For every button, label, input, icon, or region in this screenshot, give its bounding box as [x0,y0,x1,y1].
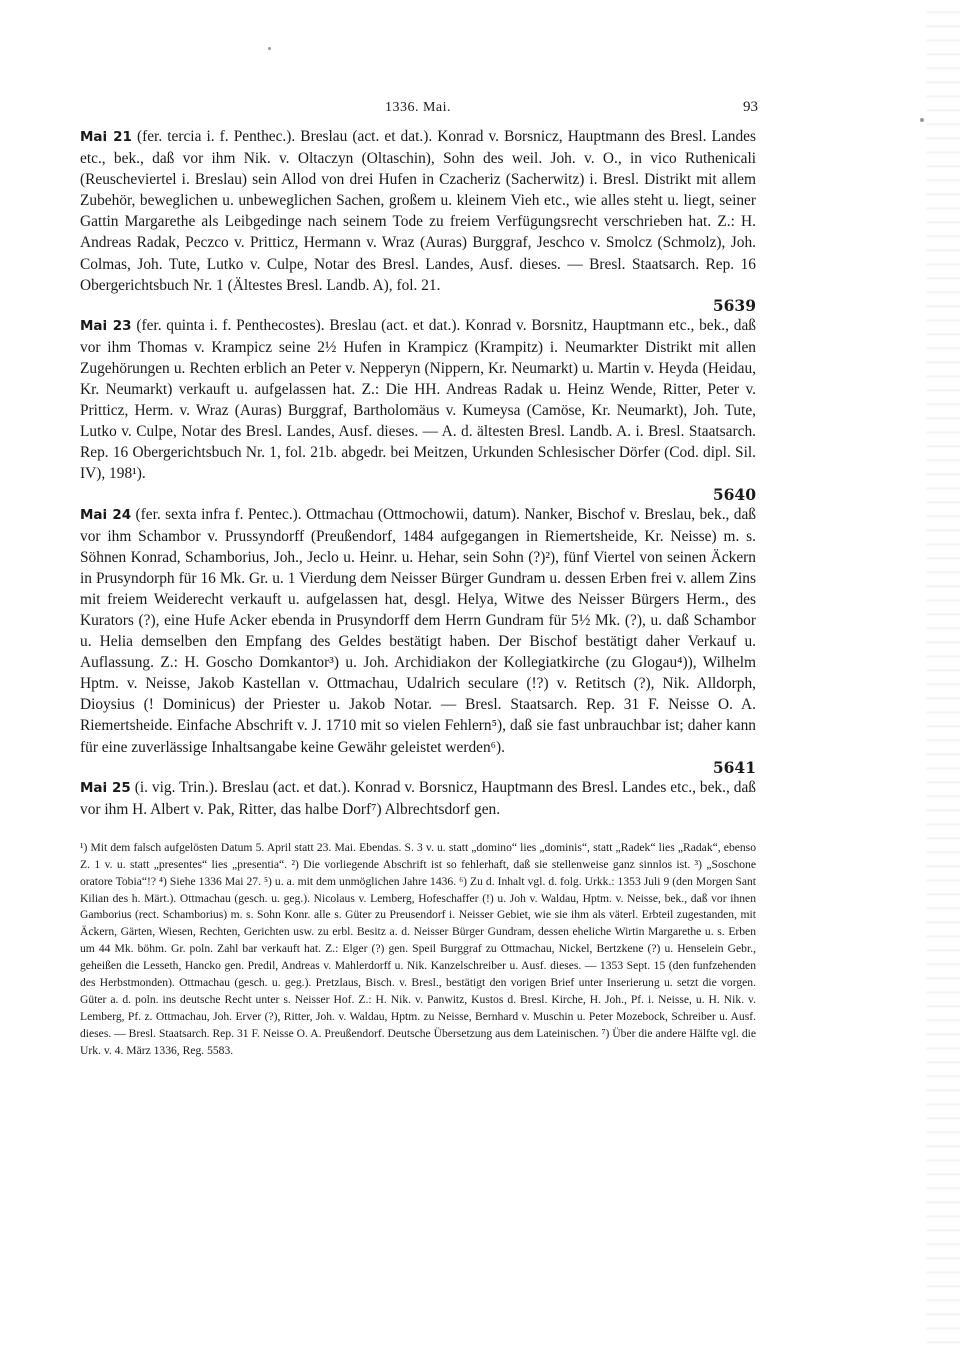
entry-number: 5639 [712,295,756,315]
entry-date: Mai 24 [80,506,132,523]
regest-entries [80,126,756,820]
entry-paragraph [80,126,756,296]
entry-text: (fer. sexta infra f. Pentec.). Ottmachau (Ottmochowii, datum). Nanker, Bischof v. Breslau, bek., daß vor ihm Schambor v. Prussyndorff (Preußendorf, 1484 aufgegangen in Riemertsheide, Kr. Neisse) m. s. Söhnen Konrad, Schamborius, Joh., Jeclo u. Heinr. u. Hehar, sein Sohn (?)²), fünf Viertel von seinen Äckern in Prusyndorph für 16 Mk. Gr. u. 1 Vierdung dem Neisser Bürger Gundram u. dessen Erben frei v. allem Zins mit freiem Weiderecht verkauft u. aufgelassen hat, desgl. Helya, Witwe des Neisser Bürgers Herm., des Kurators (?), eine Hufe Acker ebenda in Prusyndorff dem Herrn Gundram für 5½ Mk. (?), u. daß Schambor u. Helia demselben den Empfang des Geldes bestätigt haben. Der Bischof bestätigt daher Verkauf u. Auflassung. Z.: H. Goscho Domkantor³) u. Joh. Archidiakon der Kollegiatkirche (zu Glogau⁴)), Wilhelm Hptm. v. Neisse, Jakob Kastellan v. Ottmachau, Udalrich seculare (!?) v. Retitsch (?), Nik. Alldorph, Dioysius (! Dominicus) der Priester u. Jakob Notar. — Bresl. Staatsarch. Rep. 31 F. Neisse O. A. Riemertsheide. Einfache Abschrift v. J. 1710 mit so vielen Fehlern⁵), daß sie fast unbrauchbar ist; daher kann für eine zuverlässige Inhaltsangabe keine Gewähr geleistet werden⁶). [80,505,756,756]
regest-entry [80,315,756,504]
entry-paragraph [80,315,756,485]
entry-text: (fer. quinta i. f. Penthecostes). Breslau (act. et dat.). Konrad v. Borsnitz, Hauptmann etc., bek., daß vor ihm Thomas v. Krampicz seine 2½ Hufen in Krampicz (Krampitz) i. Neumarkter Distrikt mit allen Zugehörungen u. Rechten erblich an Peter v. Nepperyn (Nippern, Kr. Neumarkt) u. Martin v. Heyda (Heidau, Kr. Neumarkt) verkauft u. aufgelassen hat. Z.: Die HH. Andreas Radak u. Heinz Wende, Ritter, Peter v. Pritticz, Herm. v. Wraz (Auras) Burggraf, Bartholomäus v. Kumeysa (Camöse, Kr. Neumarkt), Joh. Tute, Lutko v. Culpe, Notar des Bresl. Landes, Ausf. dieses. — A. d. ältesten Bresl. Landb. A. i. Bresl. Staatsarch. Rep. 16 Obergerichtsbuch Nr. 1, fol. 21b. abgedr. bei Meitzen, Urkunden Schlesischer Dörfer (Cod. dipl. Sil. IV), 198¹). [80,316,756,483]
footnotes [80,840,756,1060]
regest-entry [80,126,756,315]
regest-entry [80,777,756,820]
entry-paragraph [80,504,756,758]
scan-speck [920,118,924,122]
running-head-title: 1336. Mai. [384,100,452,115]
document-page [80,100,756,1060]
footnote-text: ¹) Mit dem falsch aufgelösten Datum 5. April statt 23. Mai. Ebendas. S. 3 v. u. statt „domino“ lies „dominis“, statt „Radek“ lies „Radak“, ebenso Z. 1 v. u. statt „presentes“ lies „presentia“. ²) Die vorliegende Abschrift ist so fehlerhaft, daß sie stellenweise ganz sinnlos ist. ³) „Soschone oratore Tobia“!? ⁴) Siehe 1336 Mai 27. ⁵) u. a. mit dem unmöglichen Jahre 1436. ⁶) Zu d. Inhalt vgl. d. folg. Urkk.: 1353 Juli 9 (den Morgen Sant Kilian des h. Märt.). Ottmachau (gesch. u. geg.). Nicolaus v. Lemberg, Hofeschaffer (!) u. Joh v. Waldau, Hptm. v. Neisse, bek., daß vor ihnen Gamborius (rect. Schamborius) m. s. Sohn Konr. alle s. Güter zu Preusendorf i. Neisser Gebiet, wie sie ihm als väterl. Erbteil zugestanden, mit Äckern, Gärten, Wiesen, Rechten, Gerichten usw. zu erbl. Besitz a. d. Neisser Bürger Gundram, dessen eheliche Wirtin Margarethe u. s. Erben um 44 Mk. böhm. Gr. poln. Zahl bar verkauft hat. Z.: Elger (?) gen. Speil Burggraf zu Ottmachau, Nickel, Bertzkene (?) u. Henselein Gebr., geheißen die Lesseth, Hancko gen. Predil, Andreas v. Mahlerdorff u. Nik. Kanzelschreiber u. Ausf. dieses. — 1353 Sept. 15 (den funfzehenden des Herbstmonden). Ottmachau (gesch. u. geg.). Pretzlaus, Bisch. v. Bresl., bestätigt den vorigen Brief unter Inserierung u. setzt die vorgen. Güter a. d. poln. ins deutsche Recht unter s. Neisser Hof. Z.: H. Nik. v. Panwitz, Kustos d. Bresl. Kirche, H. Joh., Pf. i. Neisse, u. H. Nik. v. Lemberg, Pf. z. Ottmachau, Joh. Erver (?), Ritter, Joh. v. Waldau, Hptm. zu Neisse, Bernhard v. Muschin u. Peter Mozebock, Schreiber u. Ausf. dieses. — Bresl. Staatsarch. Rep. 31 F. Neisse O. A. Preußendorf. Deutsche Übersetzung aus dem Lateinischen. ⁷) Über die andere Hälfte vgl. die Urk. v. 4. März 1336, Reg. 5583. [80,840,756,1057]
entry-number: 5641 [712,757,756,777]
entry-date: Mai 25 [80,779,131,796]
page-number: 93 [743,99,758,115]
entry-number: 5640 [712,484,756,504]
regest-entry [80,504,756,777]
entry-paragraph [80,777,756,820]
running-head [80,100,756,126]
entry-date: Mai 21 [80,129,132,145]
scan-speck [268,47,271,50]
scan-edge-noise [926,0,960,1349]
entry-text: (i. vig. Trin.). Breslau (act. et dat.). Konrad v. Borsnicz, Hauptmann des Bresl. Landes etc., bek., daß vor ihm H. Albert v. Pak, Ritter, das halbe Dorf⁷) Albrechtsdorf gen. [80,778,756,818]
entry-text: (fer. tercia i. f. Penthec.). Breslau (act. et dat.). Konrad v. Borsnicz, Hauptmann des Bresl. Landes etc., bek., daß vor ihm Nik. v. Oltaczyn (Oltaschin), Sohn des weil. Joh. v. O., in vico Ruthenicali (Reuscheviertel i. Breslau) sein Allod von drei Hufen in Czacheriz (Sacherwitz) i. Bresl. Distrikt mit allem Zubehör, beweglichen u. unbeweglichen Sachen, großem u. kleinem Vieh etc., wie alles steht u. liegt, seiner Gattin Margarethe als Leibgedinge nach seinem Tode zu freiem Verfügungsrecht verschrieben hat. Z.: H. Andreas Radak, Peczco v. Pritticz, Hermann v. Wraz (Auras) Burggraf, Jeschco v. Smolcz (Schmolz), Joh. Colmas, Joh. Tute, Lutko v. Culpe, Notar des Bresl. Landes, Ausf. dieses. — Bresl. Staatsarch. Rep. 16 Obergerichtsbuch Nr. 1 (Ältestes Bresl. Landb. A), fol. 21. [80,128,756,294]
entry-date: Mai 23 [80,317,132,334]
